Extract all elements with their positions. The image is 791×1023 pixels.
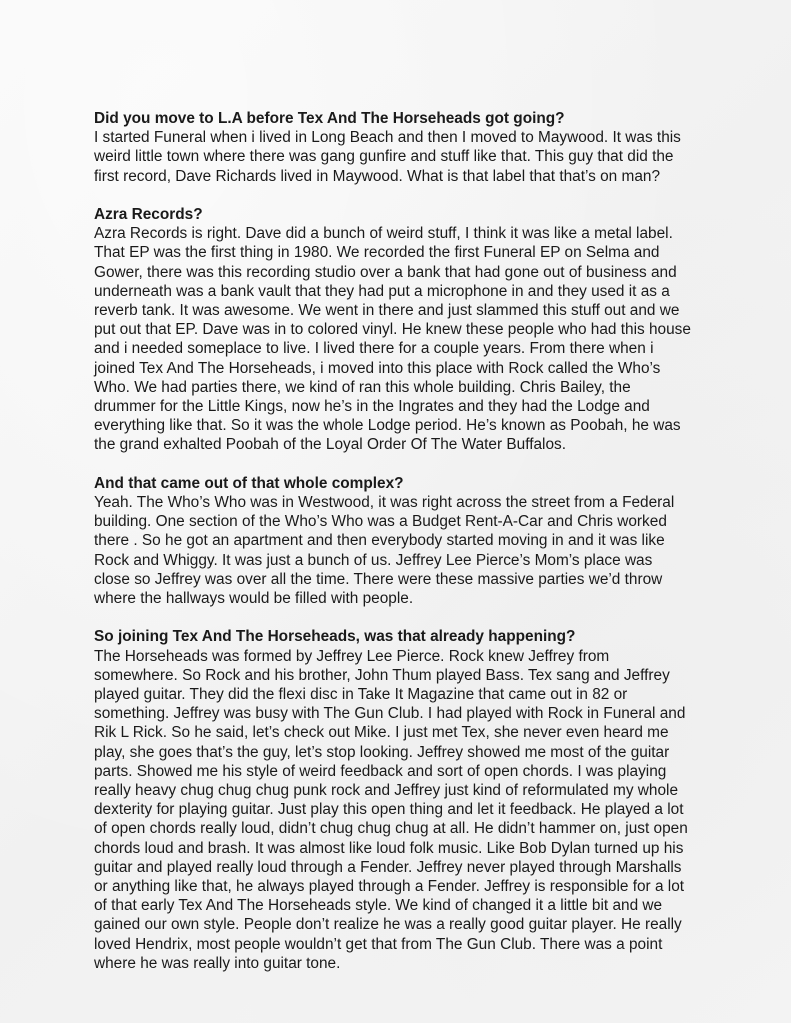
answer-line: I started Funeral when i lived in Long Beach and then I moved to Maywood. It was this xyxy=(94,129,681,147)
answer-line: That EP was the first thing in 1980. We recorded the first Funeral EP on Selma and xyxy=(94,244,660,262)
answer-paragraph xyxy=(94,128,734,186)
answer-line: loved Hendrix, most people wouldn’t get that from The Gun Club. There was a point xyxy=(94,935,663,953)
answer-line: or anything like that, he always played through a Fender. Jeffrey is responsible for a lot xyxy=(94,878,685,896)
qa-section-4 xyxy=(94,627,734,973)
answer-line: reverb tank. It was awesome. We went in there and just slammed this stuff out and we xyxy=(94,302,680,320)
answer-line: building. One section of the Who’s Who was a Budget Rent-A-Car and Chris worked xyxy=(94,513,667,531)
answer-line: underneath was a bank vault that they had put a microphone in and they used it as a xyxy=(94,282,670,300)
question-heading: So joining Tex And The Horseheads, was that already happening? xyxy=(94,628,576,646)
answer-line: The Horseheads was formed by Jeffrey Lee Pierce. Rock knew Jeffrey from xyxy=(94,647,610,665)
answer-paragraph xyxy=(94,224,734,454)
answer-line: Rik L Rick. So he said, let’s check out Mike. I just met Tex, she never even heard me xyxy=(94,724,669,742)
answer-line: parts. Showed me his style of weird feedback and sort of open chords. I was playing xyxy=(94,762,667,780)
answer-line: guitar and played really loud through a Fender. Jeffrey never played through Marshalls xyxy=(94,858,682,876)
qa-section-3 xyxy=(94,474,734,608)
answer-line: Yeah. The Who’s Who was in Westwood, it was right across the street from a Federal xyxy=(94,494,675,512)
answer-line: first record, Dave Richards lived in Maywood. What is that label that that’s on man? xyxy=(94,167,661,185)
answer-line: chords loud and brash. It was almost like loud folk music. Like Bob Dylan turned up his xyxy=(94,839,684,857)
answer-line: the grand exhalted Poobah of the Loyal Order Of The Water Buffalos. xyxy=(94,436,566,454)
interview-page xyxy=(94,109,734,992)
answer-line: really heavy chug chug chug punk rock and Jeffrey just kind of reformulated my whole xyxy=(94,782,679,800)
answer-line: weird little town where there was gang gunfire and stuff like that. This guy that did the xyxy=(94,148,674,166)
answer-line: something. Jeffrey was busy with The Gun Club. I had played with Rock in Funeral and xyxy=(94,705,686,723)
answer-line: play, she goes that’s the guy, let’s stop looking. Jeffrey showed me most of the guitar xyxy=(94,743,670,761)
answer-line: everything like that. So it was the whole Lodge period. He’s known as Poobah, he was xyxy=(94,417,681,435)
answer-line: dexterity for playing guitar. Just play this open thing and let it feedback. He played a lot xyxy=(94,801,684,819)
answer-paragraph xyxy=(94,493,734,608)
answer-line: of open chords really loud, didn’t chug chug chug at all. He didn’t hammer on, just open xyxy=(94,820,688,838)
answer-line: close so Jeffrey was over all the time. There were these massive parties we’d throw xyxy=(94,570,663,588)
answer-line: joined Tex And The Horseheads, i moved into this place with Rock called the Who’s xyxy=(94,359,661,377)
question-heading: Azra Records? xyxy=(94,206,203,223)
question-heading: And that came out of that whole complex? xyxy=(94,474,404,492)
answer-line: where he was really into guitar tone. xyxy=(94,954,341,972)
answer-line: gained our own style. People don’t realize he was a really good guitar player. He really xyxy=(94,916,682,934)
answer-line: played guitar. They did the flexi disc in Take It Magazine that came out in 82 or xyxy=(94,686,628,704)
answer-line: there . So he got an apartment and then everybody started moving in and it was like xyxy=(94,532,665,550)
qa-section-1 xyxy=(94,109,734,186)
answer-line: and i needed someplace to live. I lived there for a couple years. From there when i xyxy=(94,340,654,358)
answer-line: of that early Tex And The Horseheads style. We kind of changed it a little bit and we xyxy=(94,897,663,915)
qa-section-2 xyxy=(94,205,734,455)
answer-line: drummer for the Little Kings, now he’s in the Ingrates and they had the Lodge and xyxy=(94,398,650,416)
answer-line: somewhere. So Rock and his brother, John Thum played Bass. Tex sang and Jeffrey xyxy=(94,666,670,684)
answer-line: put out that EP. Dave was in to colored vinyl. He knew these people who had this house xyxy=(94,321,691,339)
answer-line: where the hallways would be filled with people. xyxy=(94,590,414,608)
question-heading: Did you move to L.A before Tex And The Horseheads got going? xyxy=(94,110,565,127)
answer-line: Rock and Whiggy. It was just a bunch of us. Jeffrey Lee Pierce’s Mom’s place was xyxy=(94,551,653,569)
answer-line: Gower, there was this recording studio over a bank that had gone out of business and xyxy=(94,263,677,281)
answer-line: Who. We had parties there, we kind of ran this whole building. Chris Bailey, the xyxy=(94,378,631,396)
answer-paragraph xyxy=(94,647,734,973)
answer-line: Azra Records is right. Dave did a bunch of weird stuff, I think it was like a metal label. xyxy=(94,225,673,243)
